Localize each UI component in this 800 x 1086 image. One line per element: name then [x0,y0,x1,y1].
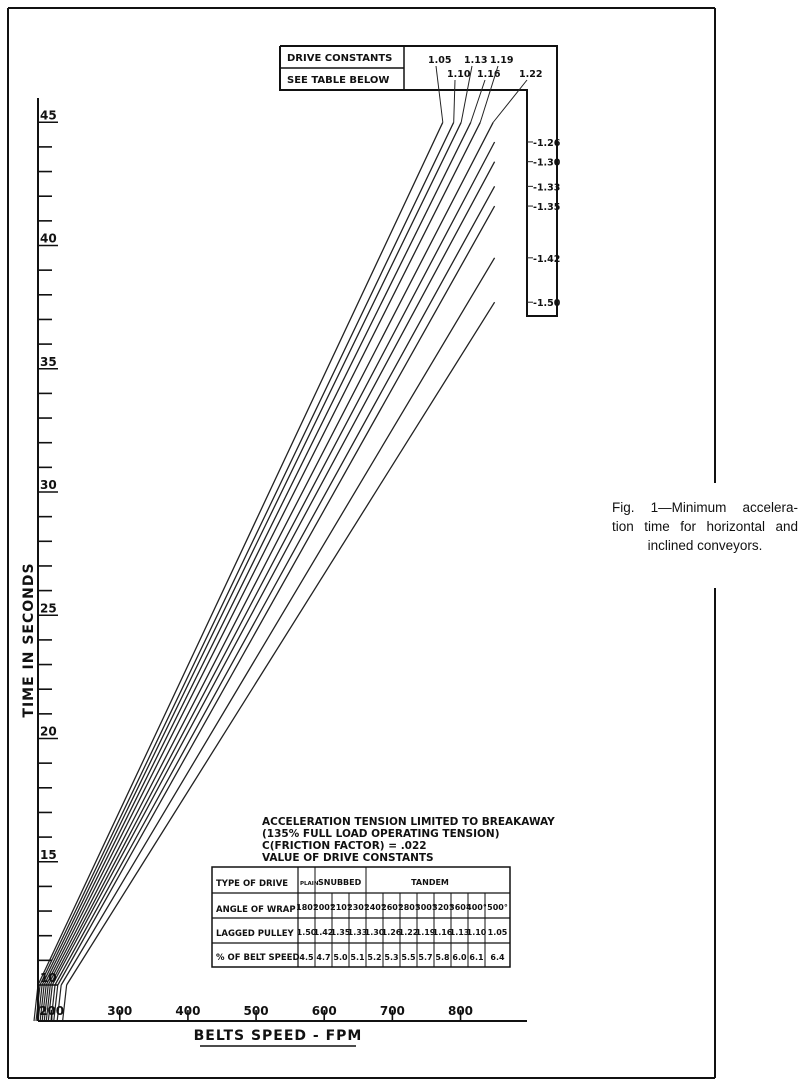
table-cell-r1-c3: 1.33 [347,928,368,937]
drive-constants-outline [280,46,557,316]
table-cell-r1-c10: 1.10 [466,928,487,937]
y-tick-label-40: 40 [40,231,57,246]
x-tick-label-400: 400 [175,1004,201,1018]
table-cell-r2-c9: 6.0 [452,953,467,962]
y-tick-label-35: 35 [40,354,57,369]
table-cell-r0-c1: 200° [313,903,334,912]
table-header-label: TYPE OF DRIVE [216,879,289,889]
drive-label-1.35: -1.35 [533,202,561,214]
table-cell-r0-c0: 180° [296,903,317,912]
table-cell-r2-c8: 5.8 [435,953,450,962]
table-cell-r0-c5: 260° [381,903,402,912]
table-cell-r0-c6: 280° [398,903,419,912]
table-cell-r0-c3: 230° [347,903,368,912]
table-cell-r2-c4: 5.2 [367,953,382,962]
table-cell-r2-c2: 5.0 [333,953,348,962]
table-row-label-lagged: LAGGED PULLEY [216,929,294,939]
drive-label-1.26: -1.26 [533,137,561,149]
table-cell-r2-c10: 6.1 [469,953,484,962]
drive-label-1.16: 1.16 [477,69,501,80]
legend-box-line2: SEE TABLE BELOW [287,75,390,86]
x-tick-label-300: 300 [107,1004,133,1018]
caption-line-2: tion time for horizontal and [612,519,798,534]
drive-label-1.10: 1.10 [447,69,471,80]
y-tick-label-30: 30 [40,478,57,492]
legend-box-line1: DRIVE CONSTANTS [287,53,393,64]
table-cell-r0-c2: 210° [330,903,351,912]
table-cell-r1-c6: 1.22 [398,928,419,937]
x-tick-label-700: 700 [379,1004,405,1018]
table-cell-r1-c1: 1.42 [313,928,334,937]
table-cell-r2-c1: 4.7 [316,953,331,962]
note-line-2: (135% FULL LOAD OPERATING TENSION) [262,828,500,840]
table-cell-r2-c0: 4.5 [299,953,314,962]
table-cell-r1-c2: 1.35 [330,928,351,937]
drive-label-1.50: -1.50 [533,298,561,310]
drive-label-1.42: -1.42 [533,253,561,265]
table-cell-r2-c5: 5.3 [384,953,399,962]
table-cell-r1-c5: 1.26 [381,928,402,937]
x-tick-label-200: 200 [39,1004,65,1018]
table-row-label-wrap: ANGLE OF WRAP [216,905,296,915]
note-line-4: VALUE OF DRIVE CONSTANTS [262,852,434,864]
drive-label-1.30: -1.30 [533,157,561,169]
figure-caption [612,498,798,555]
end-leader-1.22 [493,80,527,122]
table-row-label-speed: % OF BELT SPEED [216,953,300,963]
table-cell-r1-c9: 1.13 [449,928,470,937]
drive-constants-table [212,867,510,967]
end-leader-1.16 [471,80,485,122]
note-line-1: ACCELERATION TENSION LIMITED TO BREAKAWAY [262,816,555,828]
caption-line-3: inclined conveyors. [647,538,763,553]
notes-block [262,816,555,864]
y-tick-label-15: 15 [40,847,57,862]
table-cell-r2-c11: 6.4 [490,953,505,962]
x-tick-label-500: 500 [243,1004,269,1018]
table-header-tandem: TANDEM [411,878,449,887]
end-leader-1.10 [454,80,455,122]
table-cell-r0-c8: 320° [432,903,453,912]
table-cell-r1-c0: 1.50 [296,928,317,937]
table-cell-r2-c6: 5.5 [401,953,416,962]
note-line-3: C(FRICTION FACTOR) = .022 [262,840,427,852]
y-tick-label-25: 25 [40,601,57,616]
table-cell-r0-c9: 360° [449,903,470,912]
caption-line-1: Fig. 1—Minimum accelera- [612,500,798,515]
x-tick-label-600: 600 [311,1004,337,1018]
table-cell-r0-c11: 500° [487,903,508,912]
table-header-snubbed: SNUBBED [318,878,362,887]
table-cell-r1-c11: 1.05 [487,928,508,937]
x-axis-title: BELTS SPEED - FPM [193,1028,363,1044]
table-cell-r2-c3: 5.1 [350,953,365,962]
y-tick-label-20: 20 [40,724,57,739]
y-axis-title: TIME IN SECONDS [21,562,37,718]
drive-label-1.33: -1.33 [533,182,561,194]
table-cell-r2-c7: 5.7 [418,953,433,962]
table-cell-r1-c8: 1.16 [432,928,453,937]
y-tick-label-45: 45 [40,108,57,123]
y-tick-label-10: 10 [40,971,57,985]
table-cell-r1-c4: 1.30 [364,928,385,937]
end-leader-1.05 [436,66,443,122]
drive-label-1.13: 1.13 [464,55,488,66]
series-line-1.33 [55,186,495,985]
table-cell-r0-c7: 300° [415,903,436,912]
drive-label-1.05: 1.05 [428,55,452,66]
table-cell-r0-c4: 240° [364,903,385,912]
table-cell-r1-c7: 1.19 [415,928,436,937]
x-tick-label-800: 800 [447,1004,474,1018]
drive-label-1.19: 1.19 [490,55,514,66]
table-header-plain: PLAIN [300,881,319,887]
drive-constants-box [280,46,557,316]
drive-label-1.22: 1.22 [519,69,543,80]
table-cell-r0-c10: 400° [466,903,487,912]
